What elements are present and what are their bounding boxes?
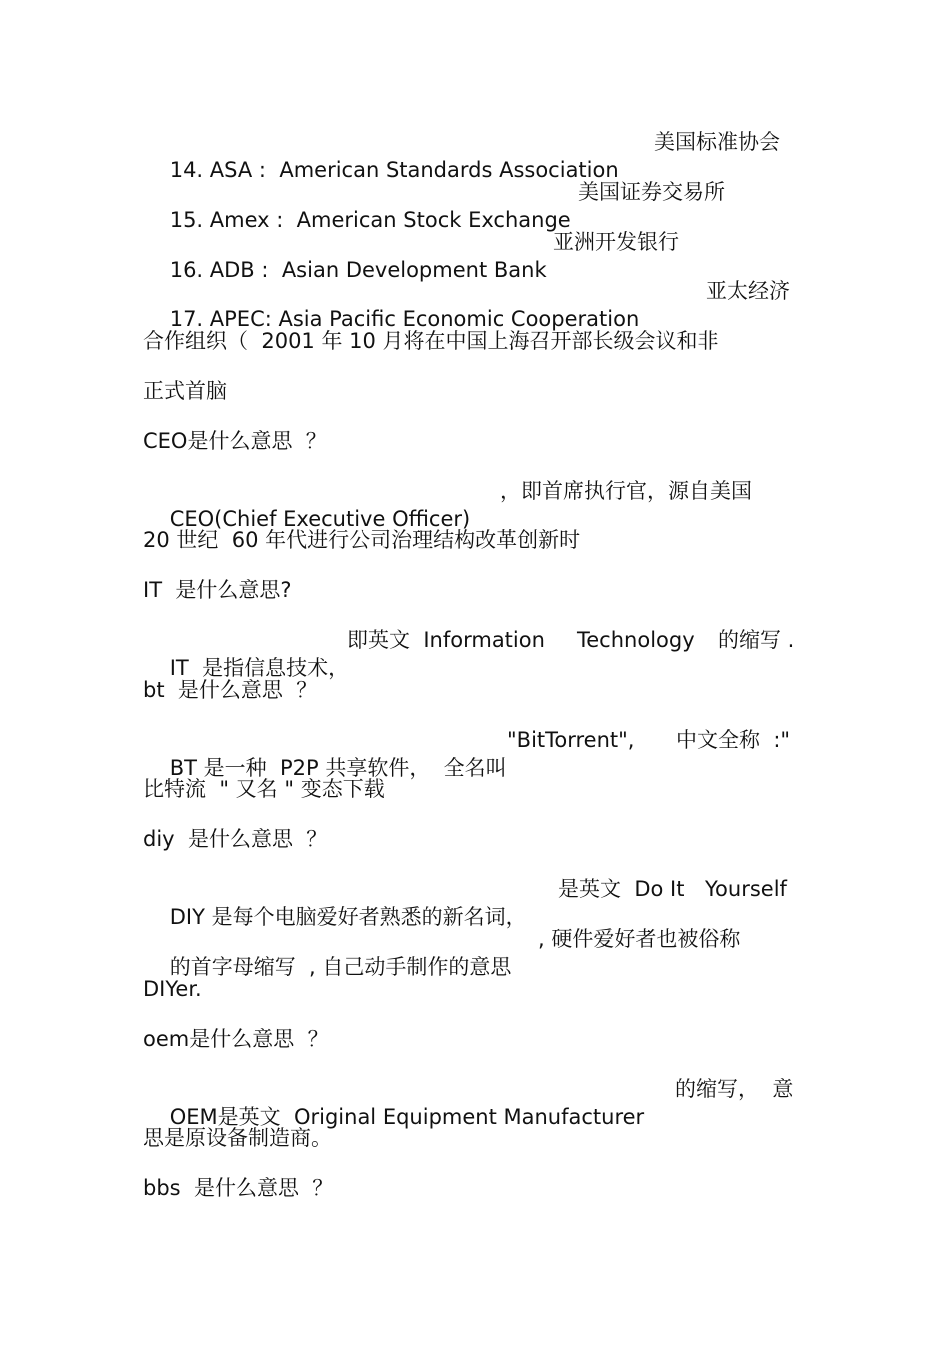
line-diy-question: diy 是什么意思 ？ [143,827,328,851]
line-diyer: DIYer. [143,977,202,1001]
line-ceo-answer-term: CEO(Chief Executive Officer) [169,507,471,531]
line-it-answer-part3: Technology [577,628,695,652]
line-diy-answer-cont-part1: 的首字母缩写 , 自己动手制作的意思 [169,955,512,979]
line-diy-answer-part1: DIY 是每个电脑爱好者熟悉的新名词， [169,905,527,929]
line-oem-answer-cont: 思是原设备制造商。 [143,1126,332,1150]
line-it-answer-part4: 的缩写 . [718,628,795,652]
line-adb-term: 16. ADB : Asian Development Bank [169,258,547,282]
line-bt-answer-part2: "BitTorrent", [507,728,635,752]
line-oem-answer-part1: OEM是英文 Original Equipment Manufacturer [169,1105,645,1129]
line-apec-translation: 亚太经济 [706,279,790,303]
line-bt-answer-cont: 比特流 " 又名 " 变态下载 [143,777,385,801]
line-it-answer-part1: IT 是指信息技术， [169,656,350,680]
line-bt-answer-part1: BT 是一种 P2P 共享软件， 全名叫 [169,756,507,780]
line-it-question: IT 是什么意思? [143,578,292,602]
line-it-answer-part2: 即英文 Information [347,628,545,652]
line-bbs-question: bbs 是什么意思 ？ [143,1176,334,1200]
line-apec-cont-1: 合作组织（ 2001 年 10 月将在中国上海召开部长级会议和非 [143,329,719,353]
line-ceo-question: CEO是什么意思 ？ [143,429,327,453]
line-ceo-answer-desc: ，即首席执行官，源自美国 [500,479,752,503]
line-diy-answer-part3: Yourself [705,877,787,901]
line-bt-question: bt 是什么意思 ？ [143,678,318,702]
line-asa-term: 14. ASA : American Standards Association [169,158,619,182]
line-diy-answer-cont-part2: , 硬件爱好者也被俗称 [538,927,741,951]
line-oem-answer-part2: 的缩写， 意 [675,1077,794,1101]
line-oem-question: oem是什么意思 ？ [143,1027,329,1051]
line-amex-term: 15. Amex : American Stock Exchange [169,208,571,232]
line-asa-translation: 美国标准协会 [654,130,780,154]
line-bt-answer-part3: 中文全称 :" [676,728,791,752]
line-adb-translation: 亚洲开发银行 [553,230,679,254]
line-diy-answer-part2: 是英文 Do It [558,877,685,901]
line-amex-translation: 美国证券交易所 [578,180,725,204]
line-ceo-answer-cont: 20 世纪 60 年代进行公司治理结构改革创新时 [143,528,581,552]
line-apec-cont-2: 正式首脑 [143,379,227,403]
line-apec-term: 17. APEC: Asia Pacific Economic Cooperation [169,307,640,331]
